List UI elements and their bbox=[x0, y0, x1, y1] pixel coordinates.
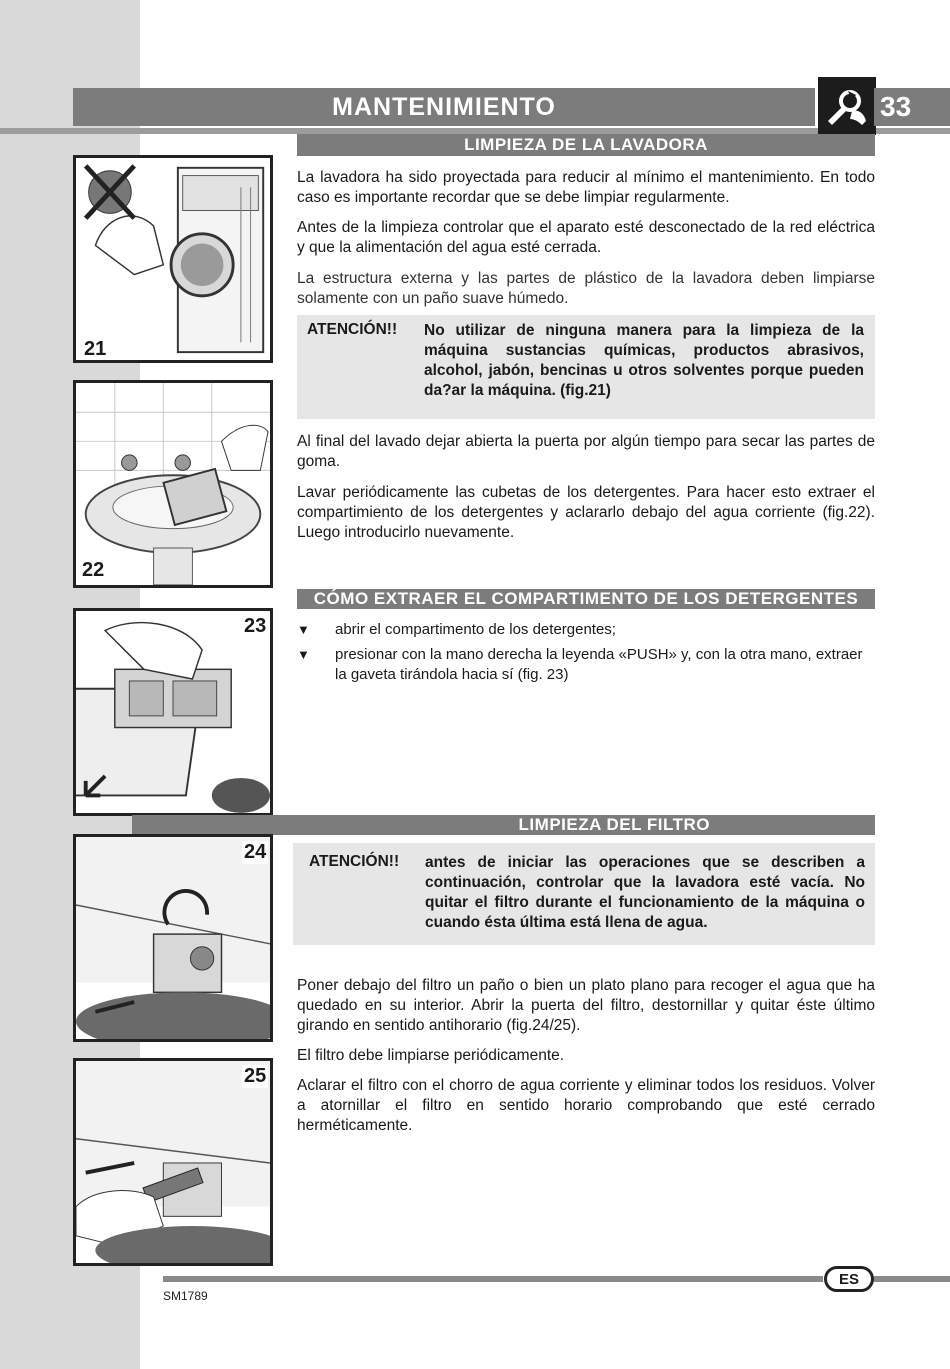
washing-machine-illustration bbox=[76, 158, 270, 360]
figure-24 bbox=[73, 834, 273, 1042]
section-title-extract: CÓMO EXTRAER EL COMPARTIMENTO DE LOS DETERGENTES bbox=[297, 589, 875, 609]
paragraph: El filtro debe limpiarse periódicamente. bbox=[297, 1047, 565, 1064]
attention-text: No utilizar de ninguna manera para la limpieza de la máquina sustancias químicas, productos abrasivos, alcohol, jabón, bencinas u otros solventes porque pueden da?ar la máquina. (fig.21) bbox=[424, 322, 864, 399]
list-item bbox=[297, 645, 875, 685]
detergent-drawer-illustration bbox=[76, 611, 270, 813]
footer-rule bbox=[163, 1276, 823, 1282]
list-item-text: presionar con la mano derecha la leyenda «PUSH» y, con la otra mano, extraer la gaveta tirándola hacia sí (fig. 23) bbox=[335, 646, 863, 683]
paragraph: Poner debajo del filtro un paño o bien un plato plano para recoger el agua que ha quedado en su interior. Abrir la puerta del filtro, destornillar y quitar éste último girando en sentido antihorario (fig.24/25). bbox=[297, 977, 875, 1034]
figure-25 bbox=[73, 1058, 273, 1266]
paragraph: Lavar periódicamente las cubetas de los detergentes. Para hacer esto extraer el compartimiento de los detergentes y aclararlo debajo del agua corriente (fig.22). Luego introducirlo nuevamente. bbox=[297, 484, 875, 541]
paragraph: Al final del lavado dejar abierta la puerta por algún tiempo para secar las partes de goma. bbox=[297, 433, 875, 470]
language-badge: ES bbox=[824, 1266, 874, 1292]
figure-number: 25 bbox=[244, 1065, 267, 1087]
bullet-marker: ▼ bbox=[297, 622, 310, 637]
page-title: MANTENIMIENTO bbox=[73, 88, 815, 126]
figure-number: 21 bbox=[84, 338, 107, 360]
list-item bbox=[297, 620, 875, 640]
section-title-cleaning: LIMPIEZA DE LA LAVADORA bbox=[297, 134, 875, 156]
wrench-hand-icon bbox=[818, 77, 876, 135]
paragraph: Aclarar el filtro con el chorro de agua corriente y eliminar todos los residuos. Volver a atornillar el filtro en sentido horario comprobando que esté cerrado herméticamente. bbox=[297, 1077, 875, 1134]
attention-label: ATENCIÓN!! bbox=[309, 853, 400, 870]
paragraph: La estructura externa y las partes de plástico de la lavadora deben limpiarse solamente con un paño suave húmedo. bbox=[297, 270, 875, 307]
figure-number: 23 bbox=[244, 615, 267, 637]
figure-21 bbox=[73, 155, 273, 363]
page-number: 33 bbox=[874, 88, 950, 126]
document-code: SM1789 bbox=[163, 1289, 208, 1303]
figure-number: 22 bbox=[82, 559, 105, 581]
filter-removal-illustration bbox=[76, 1061, 270, 1263]
attention-text: antes de iniciar las operaciones que se describen a continuación, controlar que la lavadora esté vacía. No quitar el filtro durante el funcionamiento de la máquina o cuando ésta última está llena de agua. bbox=[425, 854, 865, 931]
bullet-marker: ▼ bbox=[297, 647, 310, 662]
footer-rule bbox=[874, 1276, 950, 1282]
paragraph: La lavadora ha sido proyectada para reducir al mínimo el mantenimiento. En todo caso es importante recordar que se debe limpiar regularmente. bbox=[297, 169, 875, 206]
filter-door-illustration bbox=[76, 837, 270, 1039]
attention-note bbox=[293, 843, 875, 945]
attention-note bbox=[297, 315, 875, 419]
paragraph: Antes de la limpieza controlar que el aparato esté desconectado de la red eléctrica y que la alimentación del agua esté cerrada. bbox=[297, 219, 875, 256]
figure-number: 24 bbox=[244, 841, 267, 863]
attention-label: ATENCIÓN!! bbox=[307, 321, 398, 338]
list-item-text: abrir el compartimento de los detergentes; bbox=[335, 621, 616, 638]
section-title-filter: LIMPIEZA DEL FILTRO bbox=[132, 815, 875, 835]
figure-23 bbox=[73, 608, 273, 816]
sink-illustration bbox=[76, 383, 270, 585]
figure-22 bbox=[73, 380, 273, 588]
